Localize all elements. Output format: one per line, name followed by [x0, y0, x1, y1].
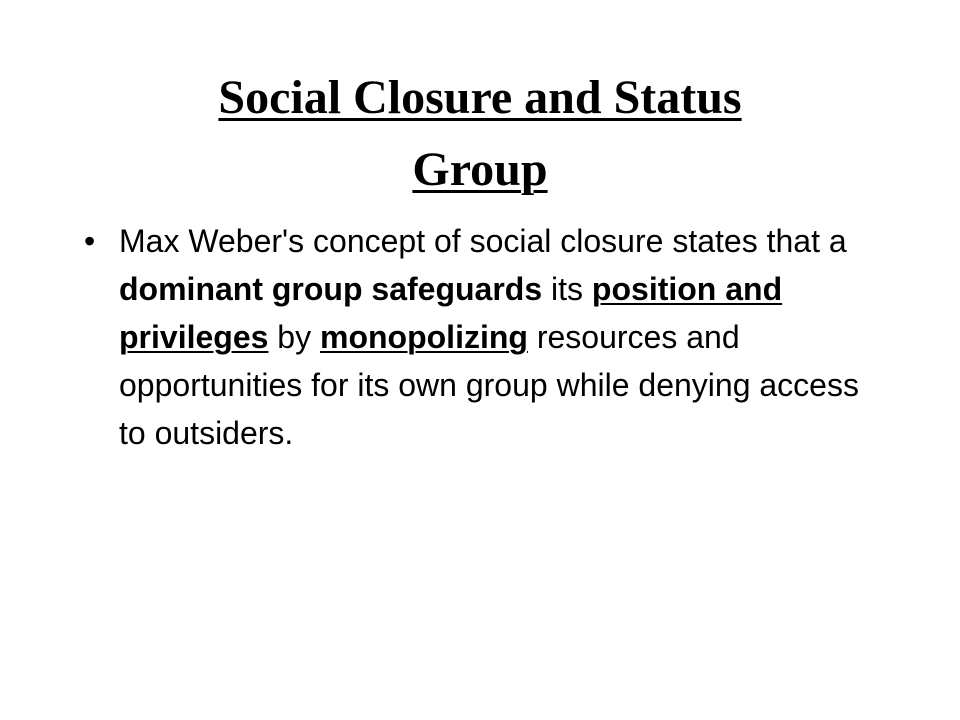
emphasis-position-and-privileges: position and privileges	[119, 271, 783, 355]
slide-title-line-1: Social Closure and Status	[218, 71, 742, 124]
slide-title-line-2: Group	[412, 143, 548, 196]
bullet-list	[84, 217, 894, 457]
paragraph-text: by	[268, 319, 320, 355]
emphasis-dominant-group: dominant group safeguards	[119, 271, 543, 307]
slide-title	[120, 62, 840, 206]
paragraph-text: Max Weber's concept of social closure states that a	[119, 223, 847, 259]
paragraph-text: its	[542, 271, 592, 307]
bullet-item	[84, 217, 894, 457]
emphasis-monopolizing: monopolizing	[319, 319, 528, 355]
paragraph-text: resources and opportunities for its own group while denying access to outsiders.	[119, 319, 859, 451]
bullet-icon: •	[84, 223, 96, 259]
